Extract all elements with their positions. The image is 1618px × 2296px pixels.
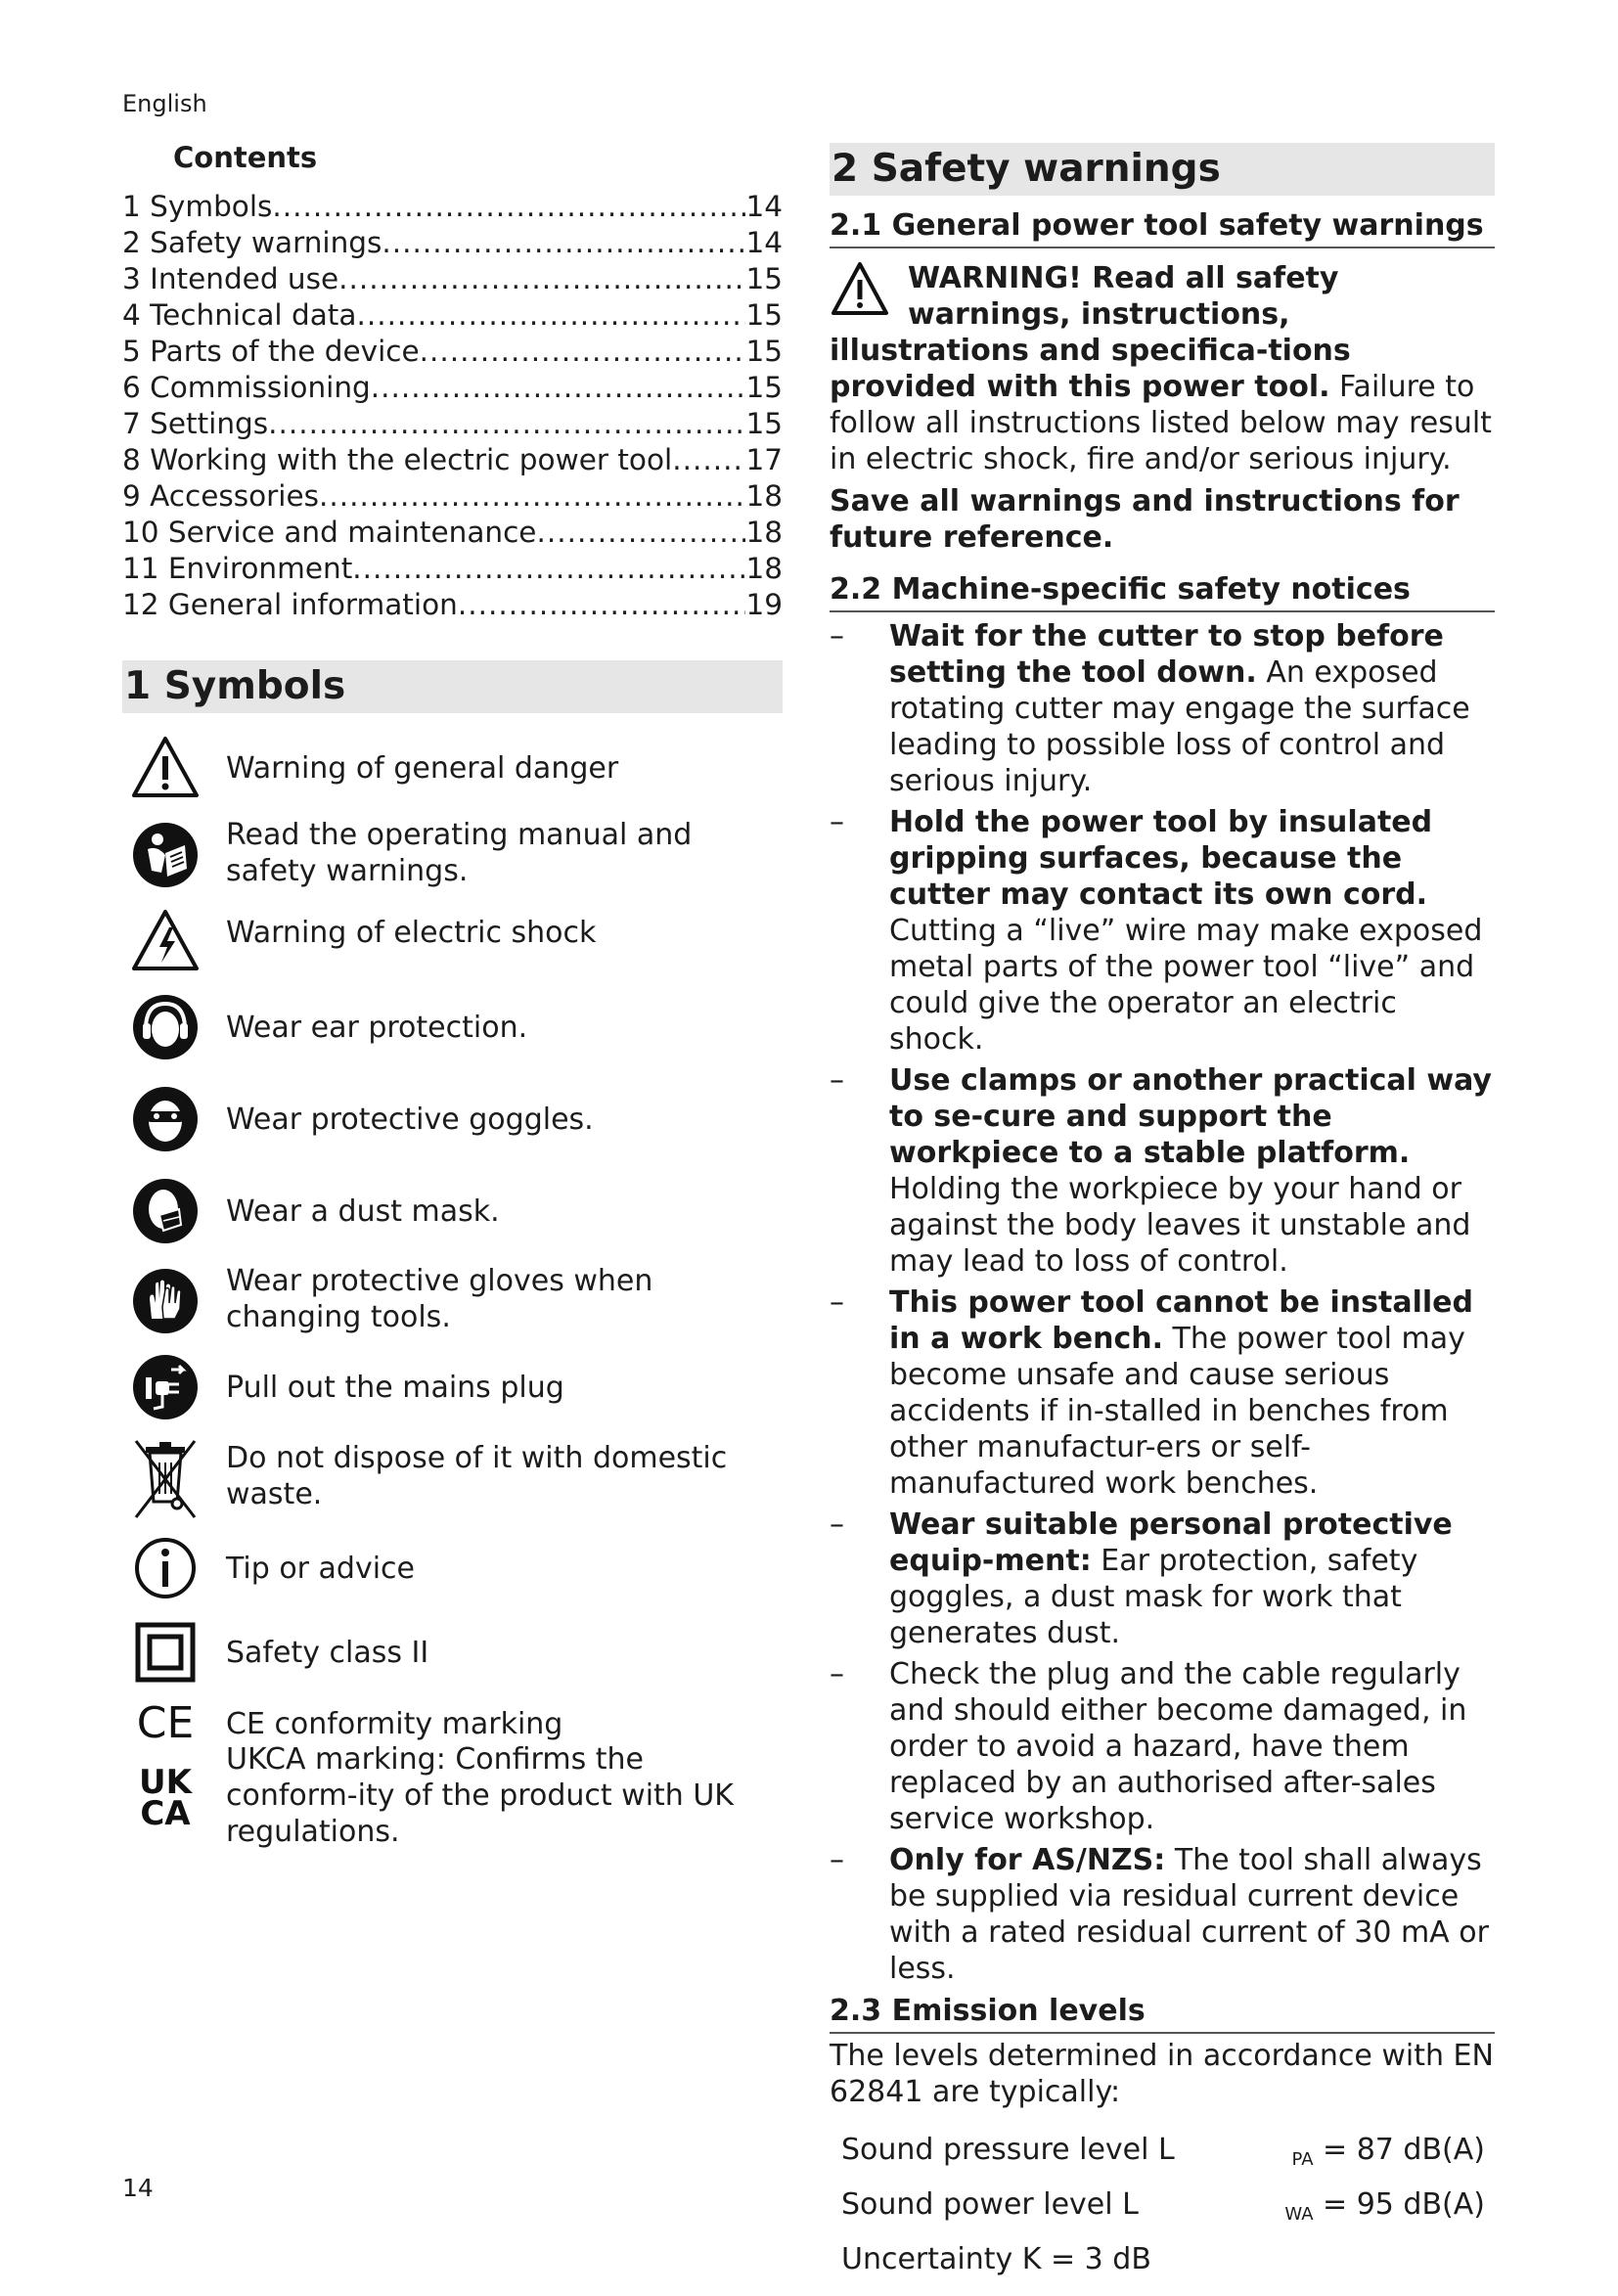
svg-text:CA: CA	[139, 1794, 191, 1830]
toc-entry[interactable]	[122, 370, 783, 406]
level-row: Sound power level L $_{WA}$ = 95 dB(A)	[841, 2187, 1485, 2225]
warning-paragraph	[830, 260, 1495, 477]
page-number: 14	[122, 2174, 154, 2202]
ear-protection-icon	[128, 991, 202, 1064]
toc-title: 12 General information	[122, 588, 458, 621]
symbols-list	[122, 733, 783, 1849]
symbol-description: Tip or advice	[226, 1551, 416, 1586]
toc-entry[interactable]	[122, 334, 783, 370]
info-icon	[128, 1532, 202, 1605]
machine-safety-heading: 2.2 Machine-specific safety notices	[830, 571, 1495, 612]
toc-page: 15	[745, 335, 783, 368]
symbol-row	[122, 733, 783, 803]
symbol-description: Do not dispose of it with domestic waste.	[226, 1441, 728, 1511]
toc-entry[interactable]	[122, 261, 783, 297]
symbol-description: UKCA marking: Confirms the conform-ity of the product with UK regulations.	[226, 1741, 734, 1849]
warning-triangle-icon	[830, 260, 890, 317]
emission-intro: The levels determined in accordance with EN 62841 are typically:	[830, 2039, 1494, 2109]
toc-title: 3 Intended use	[122, 262, 339, 295]
save-note: Save all warnings and instructions for future reference.	[830, 484, 1460, 555]
symbol-description: Pull out the mains plug	[226, 1370, 564, 1405]
symbol-description: Wear a dust mask.	[226, 1193, 500, 1229]
notice-item: – This power tool cannot be installed in a work bench. The power tool may become unsafe and cause serious accidents if in-stalled in benches from other manufactur-ers or self-manufactured work benches.	[830, 1285, 1473, 1501]
symbols-heading: 1 Symbols	[122, 660, 783, 713]
toc-page: 15	[745, 371, 783, 404]
toc-title: 1 Symbols	[122, 190, 273, 223]
symbol-row	[122, 1617, 783, 1688]
toc-entry[interactable]	[122, 515, 783, 551]
toc-title: 9 Accessories	[122, 479, 320, 513]
toc-page: 19	[745, 588, 783, 621]
symbol-description: Warning of electric shock	[226, 915, 597, 950]
symbol-description: Safety class II	[226, 1635, 429, 1670]
left-column	[122, 140, 783, 1849]
emission-heading: 2.3 Emission levels	[830, 1993, 1495, 2034]
ce-mark-icon	[128, 1688, 202, 1761]
toc-entry[interactable]	[122, 189, 783, 225]
toc-title: 7 Settings	[122, 407, 269, 440]
dust-mask-icon	[128, 1175, 202, 1248]
notice-item: – Use clamps or another practical way to se-cure and support the workpiece to a stable platform. Holding the workpiece by your hand or against the body leaves it unstable and may lead to loss of control.	[830, 1063, 1492, 1279]
toc-entry[interactable]	[122, 297, 783, 334]
toc-entry[interactable]	[122, 442, 783, 478]
symbol-row	[122, 1533, 783, 1603]
toc-entry[interactable]	[122, 478, 783, 515]
general-warning	[830, 260, 1495, 556]
toc-page: 17	[745, 443, 783, 476]
symbol-description: Read the operating manual and safety warnings.	[226, 818, 693, 888]
language-label: English	[122, 90, 207, 117]
toc-page: 18	[745, 516, 783, 549]
right-column	[830, 143, 1495, 2296]
toc-page: 15	[745, 262, 783, 295]
contents-heading: Contents	[173, 141, 318, 174]
warning-bold: WARNING! Read all safety warnings, instructions, illustrations and specifica-tions provided with this power tool.	[830, 261, 1351, 404]
notice-item: – Wear suitable personal protective equip-ment: Ear protection, safety goggles, a dust mask for work that generates dust.	[830, 1508, 1453, 1650]
symbol-row	[122, 903, 783, 979]
symbol-row	[122, 1435, 783, 1523]
table-of-contents	[122, 189, 783, 623]
symbol-row	[122, 1175, 783, 1247]
toc-page: 14	[745, 190, 783, 223]
ce-mark-text: CE	[136, 1698, 194, 1748]
symbol-row	[122, 817, 783, 893]
symbol-row	[122, 1741, 783, 1849]
notice-item: – Wait for the cutter to stop before setting the tool down. An exposed rotating cutter may engage the surface leading to possible loss of control and serious injury.	[830, 619, 1470, 798]
toc-entry[interactable]	[122, 551, 783, 587]
goggles-icon	[128, 1083, 202, 1156]
symbol-description: Warning of general danger	[226, 750, 619, 786]
gloves-icon	[128, 1265, 202, 1338]
svg-text:UK: UK	[138, 1763, 192, 1802]
toc-title: 6 Commissioning	[122, 371, 371, 404]
general-safety-heading: 2.1 General power tool safety warnings	[830, 207, 1495, 248]
toc-entry[interactable]	[122, 587, 783, 623]
level-row: Uncertainty K = 3 dB	[841, 2242, 1151, 2276]
pull-plug-icon	[128, 1351, 202, 1424]
safety-heading: 2 Safety warnings	[830, 143, 1495, 196]
level-row: Sound pressure level L $_{PA}$ = 87 dB(A)	[841, 2133, 1485, 2170]
symbol-description: Wear protective goggles.	[226, 1102, 594, 1137]
toc-page: 15	[745, 407, 783, 440]
notice-item: – Only for AS/NZS: The tool shall always be supplied via residual current device with a rated residual current of 30 mA or less.	[830, 1843, 1489, 1986]
symbol-row	[122, 1263, 783, 1339]
symbol-description: CE conformity marking	[226, 1706, 563, 1741]
toc-title: 10 Service and maintenance	[122, 516, 537, 549]
symbol-description: Wear ear protection.	[226, 1010, 528, 1045]
toc-entry[interactable]	[122, 406, 783, 442]
toc-entry[interactable]	[122, 225, 783, 261]
warning-triangle-icon	[128, 732, 202, 805]
toc-title: 11 Environment	[122, 552, 353, 585]
crossed-bin-icon	[128, 1435, 202, 1523]
toc-page: 18	[745, 479, 783, 513]
toc-page: 14	[745, 226, 783, 259]
symbol-row	[122, 1083, 783, 1155]
toc-title: 2 Safety warnings	[122, 226, 382, 259]
electric-shock-icon	[128, 905, 202, 978]
warning-text: Failure to follow all instructions listed below may result in electric shock, fire and/or serious injury.	[830, 370, 1492, 476]
toc-page: 15	[745, 298, 783, 332]
ukca-mark-icon	[128, 1759, 202, 1832]
symbol-row	[122, 991, 783, 1063]
toc-title: 5 Parts of the device	[122, 335, 420, 368]
safety-class-ii-icon	[128, 1616, 202, 1689]
notice-item: – Check the plug and the cable regularly and should either become damaged, in order to avoid a hazard, have them replaced by an authorised after-sales service workshop.	[830, 1657, 1467, 1836]
notice-item: – Hold the power tool by insulated gripping surfaces, because the cutter may contact its own cord. Cutting a “live” wire may make exposed metal parts of the power tool “live” and could give the operator an electric shock.	[830, 805, 1483, 1057]
toc-title: 8 Working with the electric power tool	[122, 443, 673, 476]
read-manual-icon	[128, 819, 202, 892]
symbol-description: Wear protective gloves when changing tools.	[226, 1264, 653, 1334]
symbol-row	[122, 1351, 783, 1423]
machine-notices	[830, 618, 1495, 1987]
toc-title: 4 Technical data	[122, 298, 357, 332]
emission-levels	[830, 2132, 1495, 2296]
toc-page: 18	[745, 552, 783, 585]
